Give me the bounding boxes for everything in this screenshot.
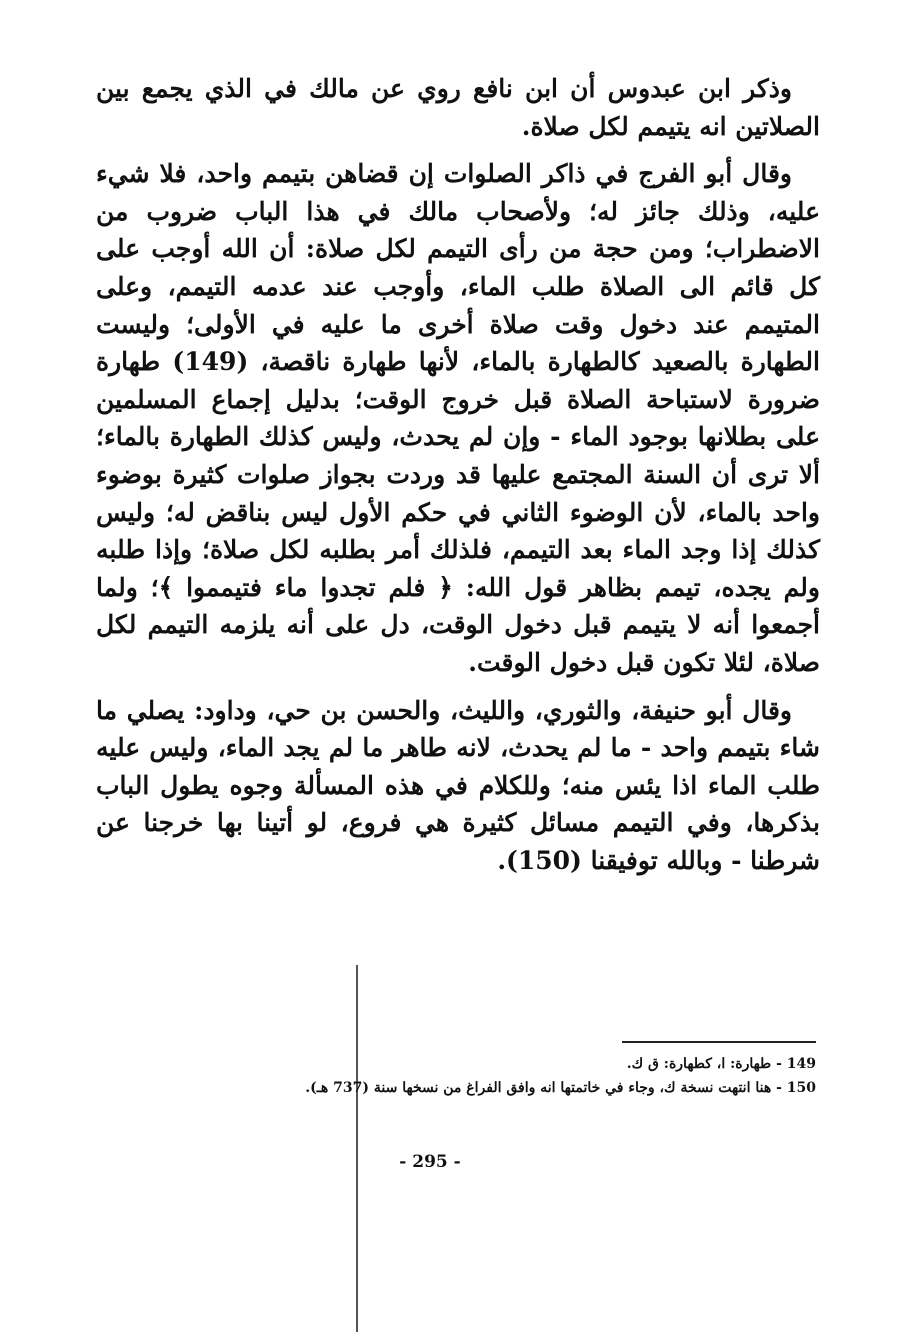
paragraph-1: وذكر ابن عبدوس أن ابن نافع روي عن مالك في الذي يجمع بين الصلاتين انه يتيمم لكل صلاة. [96,74,820,141]
footnote-149: 149 - طهارة: ا، كطهارة: ق ك. [626,1056,816,1072]
page-number: - 295 - [399,1152,461,1172]
footnotes [210,1052,816,1100]
footnote-150: 150 - هنا انتهت نسخة ك، وجاء في خاتمتها انه وافق الفراغ من نسخها سنة (737 هـ). [305,1080,816,1096]
footnote-separator [622,1041,816,1043]
paragraph-2: وقال أبو الفرج في ذاكر الصلوات إن قضاهن بتيمم واحد، فلا شيء عليه، وذلك جائز له؛ ولأصحاب مالك في هذا الباب ضروب من الاضطراب؛ ومن حجة من رأى التيمم لكل صلاة: أن الله أوجب على كل قائم الى الصلاة طلب الماء، وأوجب عند عدمه التيمم، وعلى المتيمم عند دخول وقت صلاة أخرى ما عليه في الأولى؛ وليست الطهارة بالصعيد كالطهارة بالماء، لأنها طهارة ناقصة، (149) طهارة ضرورة لاستباحة الصلاة قبل خروج الوقت؛ بدليل إجماع المسلمين على بطلانها بوجود الماء - وإن لم يحدث، وليس كذلك الطهارة بالماء؛ ألا ترى أن السنة المجتمع عليها قد وردت بجواز صلوات كثيرة بوضوء واحد بالماء، لأن الوضوء الثاني في حكم الأول ليس بناقض له؛ وليس كذلك إذا وجد الماء بعد التيمم، فلذلك أمر بطلبه لكل صلاة؛ وإذا طلبه ولم يجده، تيمم بظاهر قول الله: ﴿ فلم تجدوا ماء فتيمموا ﴾؛ ولما أجمعوا أنه لا يتيمم قبل دخول الوقت، دل على أنه يلزمه التيمم لكل صلاة، لئلا تكون قبل دخول الوقت. [96,159,820,677]
main-text [96,70,820,889]
scan-fold-line [356,965,358,1332]
paragraph-3: وقال أبو حنيفة، والثوري، والليث، والحسن بن حي، وداود: يصلي ما شاء بتيمم واحد - ما لم يحدث، لانه طاهر ما لم يجد الماء، وليس عليه طلب الماء اذا يئس منه؛ وللكلام في هذه المسألة وجوه يطول الباب بذكرها، وفي التيمم مسائل كثيرة هي فروع، لو أتينا بها خرجنا عن شرطنا - وبالله توفيقنا (150). [96,695,820,875]
